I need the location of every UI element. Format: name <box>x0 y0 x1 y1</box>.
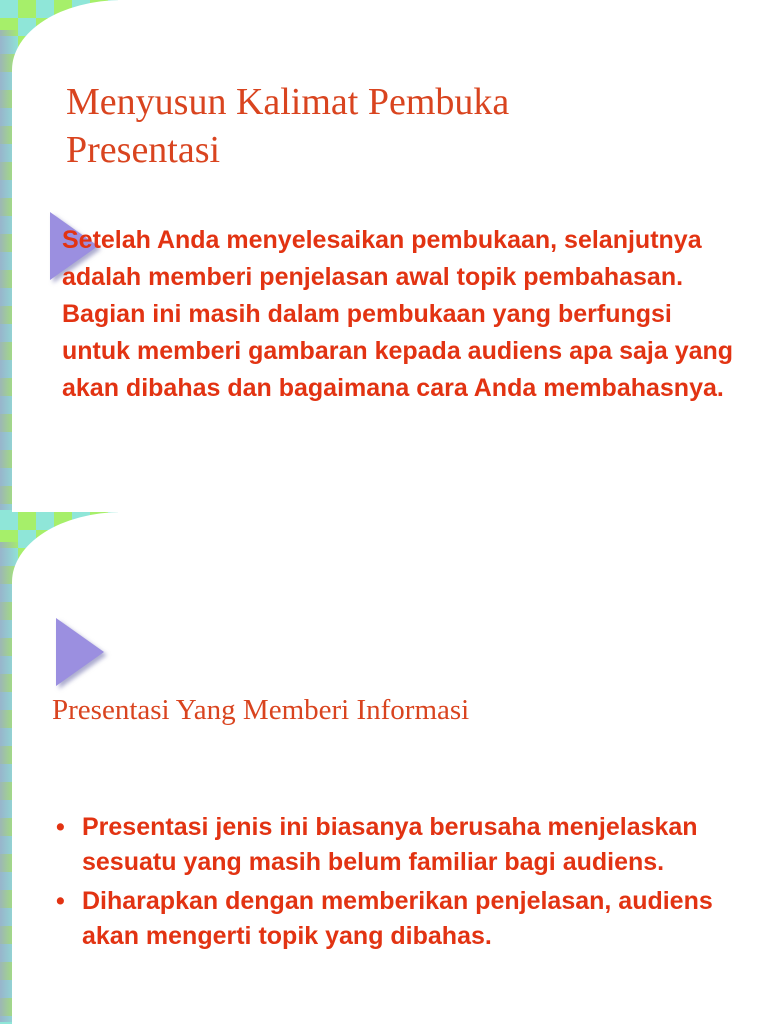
list-item <box>52 884 742 954</box>
slide-paragraph: Setelah Anda menyelesaikan pembukaan, selanjutnya adalah memberi penjelasan awal topik pembahasan. Bagian ini masih dalam pembukaan yang berfungsi untuk memberi gambaran kepada audiens apa saja yang akan dibahas dan bagaimana cara Anda membahasnya. <box>62 226 734 402</box>
title-line-2: Presentasi <box>66 129 221 171</box>
bullet-dot: • <box>56 813 65 841</box>
list-item-text: Diharapkan dengan memberikan penjelasan, audiens akan mengerti topik yang dibahas. <box>82 887 713 950</box>
title-line-1: Menyusun Kalimat Pembuka <box>66 81 510 123</box>
list-item-text: Presentasi jenis ini biasanya berusaha menjelaskan sesuatu yang masih belum familiar bagi audiens. <box>82 813 698 876</box>
list-item <box>52 810 742 880</box>
slide-subtitle: Presentasi Yang Memberi Informasi <box>52 694 470 726</box>
slide-2 <box>0 512 768 1024</box>
bullet-dot: • <box>56 887 65 915</box>
triangle-bullet-icon <box>56 618 104 686</box>
bullet-list <box>52 810 742 958</box>
slide-title <box>66 78 666 174</box>
